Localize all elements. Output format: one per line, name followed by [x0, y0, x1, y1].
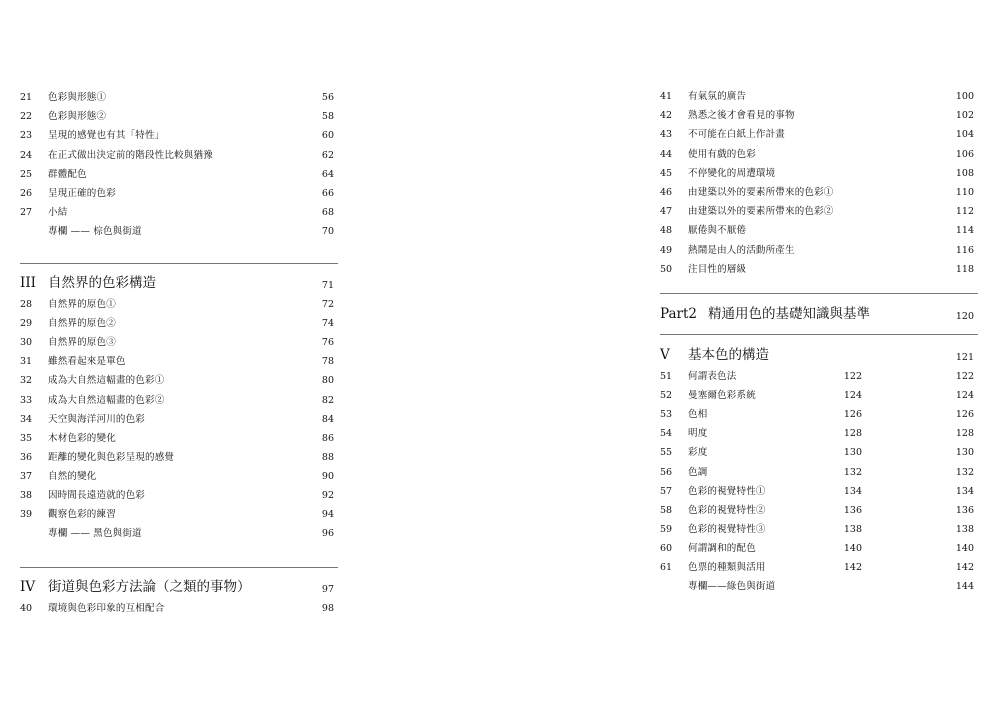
entry-number: 33 — [20, 394, 33, 406]
section-number: IV — [20, 579, 36, 595]
entry-title: 彩度 — [688, 447, 708, 459]
entry-page: 94 — [321, 509, 334, 521]
toc-entry — [660, 368, 980, 386]
toc-entry — [20, 89, 340, 107]
entry-page-secondary: 128 — [843, 428, 862, 440]
entry-title: 何謂調和的配色 — [688, 542, 756, 554]
entry-title: 何謂表色法 — [688, 371, 737, 382]
section-divider — [20, 567, 338, 568]
toc-entry — [660, 184, 980, 202]
entry-number: 59 — [660, 523, 673, 535]
toc-entry — [660, 203, 980, 221]
entry-number: 23 — [20, 130, 33, 142]
entry-page-secondary: 142 — [843, 562, 862, 573]
toc-entry — [660, 126, 980, 144]
entry-number: 54 — [660, 428, 673, 440]
toc-entry — [20, 392, 340, 410]
entry-number: 32 — [20, 375, 33, 387]
section-divider — [20, 263, 338, 264]
entry-title: 木材色彩的變化 — [48, 432, 116, 444]
toc-entry — [660, 406, 980, 424]
entry-number: 35 — [20, 432, 33, 444]
entry-page: 118 — [955, 263, 974, 275]
entry-title: 由建築以外的要素所帶來的色彩① — [688, 187, 834, 198]
entry-number: 58 — [660, 504, 673, 516]
entry-title: 距離的變化與色彩呈現的感覺 — [48, 451, 175, 463]
toc-entry — [20, 204, 340, 222]
entry-number: 44 — [660, 148, 673, 160]
toc-entry — [20, 334, 340, 352]
entry-title: 不停變化的周遭環境 — [688, 167, 776, 179]
entry-number: 30 — [20, 337, 33, 349]
toc-entry — [660, 425, 980, 443]
entry-title: 使用有戲的色彩 — [688, 148, 756, 160]
section-divider — [660, 334, 978, 335]
entry-page: 98 — [321, 603, 334, 614]
section-number: III — [20, 275, 36, 291]
section-number: Part2 — [660, 306, 697, 322]
entry-page-secondary: 124 — [843, 390, 862, 402]
entry-number: 51 — [660, 371, 673, 382]
toc-entry — [660, 483, 980, 501]
section-heading — [20, 576, 340, 598]
toc-entry — [20, 223, 340, 241]
entry-title: 色調 — [688, 466, 708, 478]
entry-page: 76 — [321, 337, 334, 349]
entry-page: 100 — [955, 91, 974, 102]
toc-entry — [20, 449, 340, 467]
entry-number: 52 — [660, 390, 673, 402]
section-heading — [660, 303, 980, 325]
entry-page-secondary: 122 — [843, 371, 862, 382]
section-title: 街道與色彩方法論（之類的事物） — [48, 579, 251, 595]
entry-title: 注目性的層級 — [688, 263, 747, 275]
entry-title: 明度 — [688, 428, 708, 440]
toc-entry — [20, 600, 340, 618]
entry-number: 46 — [660, 187, 673, 198]
entry-page: 58 — [321, 111, 334, 123]
entry-number: 49 — [660, 244, 673, 256]
entry-number: 29 — [20, 318, 33, 330]
section-divider — [660, 293, 978, 294]
entry-number: 22 — [20, 111, 33, 123]
toc-entry — [660, 165, 980, 183]
section-heading — [20, 272, 340, 294]
entry-page: 124 — [955, 390, 974, 402]
entry-number: 37 — [20, 470, 33, 482]
entry-page-secondary: 130 — [843, 447, 862, 459]
entry-page: 68 — [321, 207, 334, 219]
toc-entry — [20, 127, 340, 145]
entry-title: 不可能在白紙上作計畫 — [688, 129, 786, 141]
entry-number: 61 — [660, 562, 673, 573]
entry-title: 厭倦與不厭倦 — [688, 225, 747, 237]
entry-title: 自然界的原色① — [48, 299, 116, 310]
entry-title: 色彩的視覺特性② — [688, 504, 766, 516]
toc-entry — [20, 147, 340, 165]
toc-entry — [20, 108, 340, 126]
toc-entry — [660, 146, 980, 164]
section-title: 基本色的構造 — [688, 347, 769, 363]
toc-entry — [660, 261, 980, 279]
entry-number: 53 — [660, 409, 673, 421]
entry-page: 138 — [955, 523, 974, 535]
entry-number: 50 — [660, 263, 673, 275]
entry-number: 31 — [20, 356, 33, 368]
entry-title: 環境與色彩印象的互相配合 — [48, 603, 165, 614]
entry-title: 專欄——綠色與街道 — [688, 581, 776, 593]
entry-number: 48 — [660, 225, 673, 237]
toc-entry — [660, 242, 980, 260]
toc-entry — [660, 521, 980, 539]
section-page: 97 — [321, 584, 334, 595]
toc-entry — [660, 464, 980, 482]
toc-entry — [20, 315, 340, 333]
entry-title: 呈現正確的色彩 — [48, 188, 116, 199]
entry-page: 104 — [955, 129, 974, 141]
toc-entry — [20, 430, 340, 448]
entry-title: 色相 — [688, 409, 708, 421]
entry-title: 熱鬧是由人的活動所產生 — [688, 244, 795, 256]
entry-number: 34 — [20, 413, 33, 425]
toc-entry — [660, 578, 980, 596]
toc-entry — [20, 166, 340, 184]
section-page: 121 — [955, 352, 974, 363]
toc-entry — [20, 296, 340, 314]
entry-page: 128 — [955, 428, 974, 440]
toc-entry — [660, 559, 980, 577]
entry-page: 114 — [955, 225, 974, 237]
entry-title: 色彩與形態② — [48, 111, 107, 123]
section-title: 自然界的色彩構造 — [48, 275, 156, 291]
entry-number: 56 — [660, 466, 673, 478]
entry-page: 116 — [955, 244, 974, 256]
entry-page: 82 — [321, 394, 334, 406]
entry-page-secondary: 140 — [843, 542, 862, 554]
entry-title: 成為大自然這幅畫的色彩② — [48, 394, 165, 406]
toc-entry — [20, 353, 340, 371]
entry-page: 132 — [955, 466, 974, 478]
entry-number: 55 — [660, 447, 673, 459]
toc-entry — [20, 468, 340, 486]
entry-number: 27 — [20, 207, 33, 219]
entry-page: 110 — [955, 187, 974, 198]
entry-page: 64 — [321, 168, 334, 180]
entry-page-secondary: 134 — [843, 485, 862, 497]
entry-page: 142 — [955, 562, 974, 573]
entry-page: 108 — [955, 167, 974, 179]
entry-page: 144 — [955, 581, 974, 593]
entry-page: 130 — [955, 447, 974, 459]
entry-page-secondary: 126 — [843, 409, 862, 421]
entry-page: 136 — [955, 504, 974, 516]
entry-page: 102 — [955, 110, 974, 122]
entry-page: 70 — [321, 226, 334, 238]
entry-number: 42 — [660, 110, 673, 122]
entry-title: 觀察色彩的練習 — [48, 509, 116, 521]
right-column — [660, 0, 980, 706]
entry-number: 28 — [20, 299, 33, 310]
entry-title: 自然的變化 — [48, 470, 97, 482]
section-page: 120 — [955, 311, 974, 322]
entry-page: 66 — [321, 188, 334, 199]
entry-page-secondary: 136 — [843, 504, 862, 516]
entry-number: 21 — [20, 92, 33, 103]
entry-number: 60 — [660, 542, 673, 554]
entry-number: 40 — [20, 603, 33, 614]
entry-title: 天空與海洋河川的色彩 — [48, 413, 146, 425]
entry-page: 92 — [321, 490, 334, 501]
entry-title: 由建築以外的要素所帶來的色彩② — [688, 206, 834, 218]
entry-page: 72 — [321, 299, 334, 310]
entry-number: 36 — [20, 451, 33, 463]
entry-title: 色彩的視覺特性③ — [688, 523, 766, 535]
entry-number: 57 — [660, 485, 673, 497]
entry-title: 色彩的視覺特性① — [688, 485, 766, 497]
toc-entry — [660, 222, 980, 240]
toc-entry — [20, 487, 340, 505]
entry-title: 小結 — [48, 207, 68, 219]
section-number: V — [660, 347, 670, 363]
entry-page: 84 — [321, 413, 334, 425]
entry-number: 25 — [20, 168, 33, 180]
toc-entry — [660, 540, 980, 558]
entry-page: 134 — [955, 485, 974, 497]
toc-entry — [660, 88, 980, 106]
entry-page: 78 — [321, 356, 334, 368]
entry-title: 自然界的原色② — [48, 318, 116, 330]
left-column — [20, 0, 340, 706]
entry-title: 因時間長遠造就的色彩 — [48, 490, 146, 501]
entry-page-secondary: 132 — [843, 466, 862, 478]
entry-page: 74 — [321, 318, 334, 330]
entry-page: 106 — [955, 148, 974, 160]
entry-page: 56 — [321, 92, 334, 103]
entry-page: 86 — [321, 432, 334, 444]
entry-page: 126 — [955, 409, 974, 421]
entry-title: 自然界的原色③ — [48, 337, 116, 349]
entry-number: 43 — [660, 129, 673, 141]
toc-entry — [20, 372, 340, 390]
section-heading — [660, 344, 980, 366]
entry-page: 80 — [321, 375, 334, 387]
entry-page: 96 — [321, 528, 334, 540]
section-title: 精通用色的基礎知識與基準 — [708, 306, 870, 322]
entry-title: 專欄 —— 棕色與街道 — [48, 226, 142, 238]
entry-number: 47 — [660, 206, 673, 218]
entry-number: 39 — [20, 509, 33, 521]
entry-number: 41 — [660, 91, 673, 102]
entry-title: 雖然看起來是單色 — [48, 356, 126, 368]
entry-title: 呈現的感覺也有其「特性」 — [48, 130, 165, 142]
entry-number: 38 — [20, 490, 33, 501]
entry-page: 88 — [321, 451, 334, 463]
entry-page: 122 — [955, 371, 974, 382]
entry-title: 成為大自然這幅畫的色彩① — [48, 375, 165, 387]
toc-entry — [660, 502, 980, 520]
entry-title: 有氣氛的廣告 — [688, 91, 747, 102]
entry-page: 90 — [321, 470, 334, 482]
entry-title: 專欄 —— 黑色與街道 — [48, 528, 142, 540]
entry-page: 60 — [321, 130, 334, 142]
toc-entry — [20, 185, 340, 203]
entry-title: 群體配色 — [48, 168, 87, 180]
entry-title: 在正式做出決定前的階段性比較與猶豫 — [48, 149, 213, 161]
section-page: 71 — [321, 280, 334, 291]
toc-entry — [20, 506, 340, 524]
entry-number: 24 — [20, 149, 33, 161]
entry-page: 112 — [955, 206, 974, 218]
entry-page-secondary: 138 — [843, 523, 862, 535]
toc-entry — [660, 387, 980, 405]
toc-entry — [20, 411, 340, 429]
entry-title: 色票的種類與活用 — [688, 562, 766, 573]
entry-page: 140 — [955, 542, 974, 554]
entry-title: 色彩與形態① — [48, 92, 107, 103]
entry-title: 熟悉之後才會看見的事物 — [688, 110, 795, 122]
entry-number: 45 — [660, 167, 673, 179]
toc-entry — [20, 525, 340, 543]
entry-page: 62 — [321, 149, 334, 161]
toc-entry — [660, 444, 980, 462]
toc-entry — [660, 107, 980, 125]
entry-number: 26 — [20, 188, 33, 199]
entry-title: 曼塞爾色彩系統 — [688, 390, 756, 402]
